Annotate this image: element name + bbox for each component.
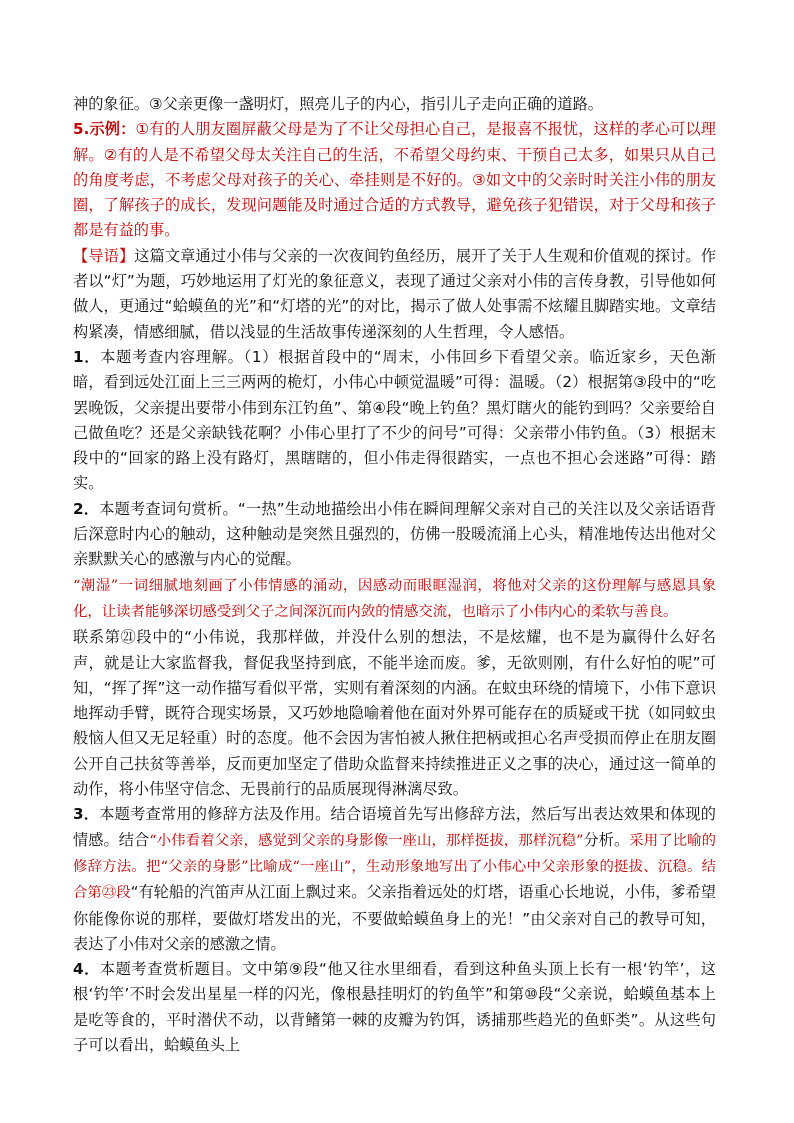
paragraph-analysis-2-red [73,573,716,626]
analysis-1-text: 本题考查内容理解。（1）根据首段中的“周末，小伟回乡下看望父亲。临近家乡，天色渐暗，看到远处江面上三三两两的桅灯，小伟心中顿觉温暖”可得：温暖。（2）根据第③段中的“吃罢晚饭，父亲提出要带小伟到东江钓鱼”、第④段“晚上钓鱼？黑灯瞎火的能钓到吗？父亲要给自己做鱼吃？还是父亲缺钱花啊？小伟心里打了不少的问号”可得：父亲带小伟钓鱼。（3）根据末段中的“回家的路上没有路灯，黑瞎瞎的，但小伟走得很踏实，一点也不担心会迷路”可得：踏实。 [73,347,716,493]
paragraph-analysis-4 [73,957,716,1058]
paragraph-analysis-2 [73,497,716,573]
analysis-3-red-text: 采用了比喻的修辞方法。把“父亲的身影”比喻成“一座山”，生动形象地写出了小伟心中父亲形象的挺拔、沉稳。结合第㉓段 [73,832,716,902]
analysis-1-number: 1． [73,347,101,366]
paragraph-analysis-2-continued [73,625,716,802]
paragraph-answer-4-end [73,92,716,117]
answer-5-text: ①有的人朋友圈屏蔽父母是为了不让父母担心自己，是报喜不报忧，这样的孝心可以理解。②有的人是不希望父母太关注自己的生活，不希望父母约束、干预自己太多，如果只从自己的角度考虑，不考虑父母对孩子的关心、牵挂则是不好的。③如文中的父亲时时关注小伟的朋友圈，了解孩子的成长，发现问题能及时通过合适的方式教导，避免孩子犯错误，对于父母和孩子都是有益的事。 [73,120,716,240]
paragraph-analysis-3 [73,802,716,957]
analysis-3-text-b: 分析。 [583,830,630,849]
paragraph-text: 神的象征。③父亲更像一盏明灯，照亮儿子的内心，指引儿子走向正确的道路。 [73,95,603,113]
analysis-3-text-a: 本题考查常用的修辞方法及作用。结合语境首先写出修辞方法，然后写出表达效果和体现的情感。结合 [73,805,716,849]
paragraph-introduction [73,244,716,345]
analysis-3-number: 3． [73,805,100,824]
analysis-2-text: 本题考查词句赏析。“一热”生动地描绘出小伟在瞬间理解父亲对自己的关注以及父亲话语背后深意时内心的触动，这种触动是突然且强烈的，仿佛一股暖流涌上心头，精准地传达出他对父亲默默关心的感激与内心的觉醒。 [73,499,716,569]
answer-5-label: 5.示例： [73,120,136,139]
analysis-3-text-c: “有轮船的汽笛声从江面上飘过来。父亲指着远处的灯塔，语重心长地说，小伟，爹希望你能像你说的那样，要做灯塔发出的光，不要做蛤蟆鱼身上的光！”由父亲对自己的教导可知，表达了小伟对父亲的感激之情。 [73,883,716,953]
analysis-2-number: 2． [73,499,100,518]
analysis-4-number: 4． [73,960,100,979]
paragraph-answer-5 [73,117,716,243]
analysis-2-continued-text: 联系第㉑段中的“小伟说，我那样做，并没什么别的想法，不是炫耀，也不是为赢得什么好名声，就是让大家监督我，督促我坚持到底，不能半途而废。爹，无欲则刚，有什么好怕的呢”可知，“挥了挥”这一动作描写看似平常，实则有着深刻的内涵。在蚊虫环绕的情境下，小伟下意识地挥动手臂，既符合现实场景，又巧妙地隐喻着他在面对外界可能存在的质疑或干扰（如同蚊虫般恼人但又无足轻重）时的态度。他不会因为害怕被人揪住把柄或担心名声受损而停止在朋友圈公开自己扶贫等善举，反而更加坚定了借助众监督来持续推进正义之事的决心，通过这一简单的动作，将小伟坚守信念、无畏前行的品质展现得淋漓尽致。 [73,628,716,799]
analysis-3-quote: “小伟看着父亲，感觉到父亲的身影像一座山，那样挺拔，那样沉稳” [149,832,584,849]
analysis-4-text: 本题考查赏析题目。文中第⑨段“他又往水里细看，看到这种鱼头顶上长有一根‘钓竿’，这根‘钓竿’不时会发出星星一样的闪光，像根悬挂明灯的钓鱼竿”和第⑩段“父亲说，蛤蟆鱼基本上是吃等食的，平时潜伏不动，以背鳍第一棘的皮瓣为钓饵，诱捕那些趋光的鱼虾类”。从这些句子可以看出，蛤蟆鱼头上 [73,960,716,1054]
introduction-label: 【导语】 [73,246,135,265]
introduction-text: 这篇文章通过小伟与父亲的一次夜间钓鱼经历，展开了关于人生观和价值观的探讨。作者以“灯”为题，巧妙地运用了灯光的象征意义，表现了通过父亲对小伟的言传身教，引导他如何做人，更通过“蛤蟆鱼的光”和“灯塔的光”的对比，揭示了做人处事需不炫耀且脚踏实地。文章结构紧凑，情感细腻，借以浅显的生活故事传递深刻的人生哲理，令人感悟。 [73,246,716,341]
analysis-2-red-text: “潮湿”一词细腻地刻画了小伟情感的涌动，因感动而眼眶湿润，将他对父亲的这份理解与感恩具象化，让读者能够深切感受到父子之间深沉而内敛的情感交流，也暗示了小伟内心的柔软与善良。 [73,577,716,620]
paragraph-analysis-1 [73,345,716,497]
